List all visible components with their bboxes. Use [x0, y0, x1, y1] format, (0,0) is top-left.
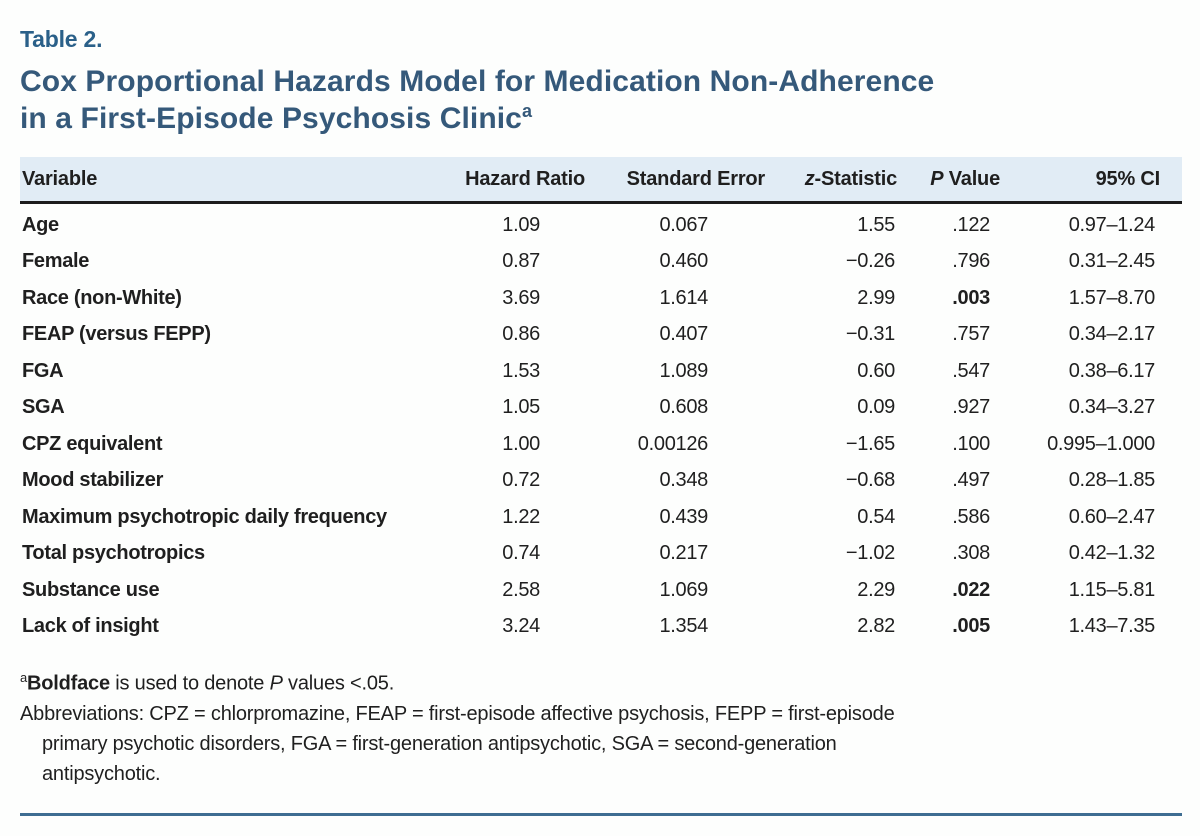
- cell-variable: Age: [22, 213, 59, 236]
- abbreviation-line: primary psychotic disorders, FGA = first-generation antipsychotic, SGA = second-generation: [42, 732, 837, 755]
- table-row: [20, 280, 1182, 317]
- cell-p_value: .022: [952, 578, 990, 601]
- column-header-variable: Variable: [22, 167, 98, 190]
- footnote-a-bold-word: Boldface: [27, 672, 110, 695]
- cell-standard_error: 0.460: [659, 250, 708, 273]
- bottom-rule: [20, 813, 1182, 816]
- footnote-abbreviations: [20, 699, 1182, 789]
- table-header-row: [20, 157, 1182, 204]
- table-row: [20, 317, 1182, 354]
- cell-hazard_ratio: 0.86: [502, 323, 540, 346]
- cell-p_value: .005: [952, 615, 990, 638]
- cell-hazard_ratio: 2.58: [502, 578, 540, 601]
- cell-variable: Female: [22, 250, 90, 273]
- cell-variable: SGA: [22, 396, 65, 419]
- cell-hazard_ratio: 1.09: [502, 213, 540, 236]
- cell-ci_95: 0.28–1.85: [1068, 469, 1155, 492]
- column-header-p_value: P Value: [930, 167, 1000, 190]
- cell-z_statistic: −0.31: [845, 323, 895, 346]
- cell-standard_error: 0.608: [659, 396, 708, 419]
- cell-hazard_ratio: 1.22: [502, 505, 540, 528]
- cell-ci_95: 0.97–1.24: [1068, 213, 1155, 236]
- abbreviation-line: Abbreviations: CPZ = chlorpromazine, FEAP = first-episode affective psychosis, FEPP = first-episode: [20, 702, 895, 725]
- cell-ci_95: 0.42–1.32: [1068, 542, 1155, 565]
- cell-hazard_ratio: 0.72: [502, 469, 540, 492]
- footnote-a-text-2: values <.05.: [282, 672, 395, 695]
- cell-variable: Lack of insight: [22, 615, 159, 638]
- cell-ci_95: 1.57–8.70: [1068, 286, 1155, 309]
- table-row: [20, 499, 1182, 536]
- cell-hazard_ratio: 1.00: [502, 432, 540, 455]
- cell-variable: FGA: [22, 359, 64, 382]
- title-line-1: Cox Proportional Hazards Model for Medication Non-Adherence: [20, 65, 935, 98]
- cell-ci_95: 1.15–5.81: [1068, 578, 1155, 601]
- cell-z_statistic: 0.60: [857, 359, 895, 382]
- cell-ci_95: 0.34–3.27: [1068, 396, 1155, 419]
- cell-hazard_ratio: 1.05: [502, 396, 540, 419]
- cell-z_statistic: 2.99: [857, 286, 895, 309]
- cell-standard_error: 1.614: [659, 286, 708, 309]
- column-header-standard_error: Standard Error: [626, 167, 765, 190]
- cell-variable: Mood stabilizer: [22, 469, 164, 492]
- cell-hazard_ratio: 0.87: [502, 250, 540, 273]
- table-number-label: Table 2.: [20, 26, 103, 52]
- cell-p_value: .100: [952, 432, 990, 455]
- cell-hazard_ratio: 1.53: [502, 359, 540, 382]
- cell-ci_95: 0.60–2.47: [1068, 505, 1155, 528]
- cell-variable: FEAP (versus FEPP): [22, 323, 211, 346]
- title-line-2: in a First-Episode Psychosis Clinic: [20, 102, 522, 135]
- table-row: [20, 207, 1182, 244]
- table-row: [20, 426, 1182, 463]
- footnote-a-italic-p: P: [269, 672, 283, 695]
- cell-p_value: .757: [952, 323, 990, 346]
- cell-ci_95: 0.34–2.17: [1068, 323, 1155, 346]
- column-header-z_statistic: z-Statistic: [804, 167, 897, 190]
- cell-p_value: .796: [952, 250, 990, 273]
- cell-standard_error: 0.348: [659, 469, 708, 492]
- cell-z_statistic: 2.29: [857, 578, 895, 601]
- table-row: [20, 463, 1182, 500]
- footnote-a-marker: a: [20, 670, 28, 685]
- table-body: [20, 204, 1182, 645]
- cell-p_value: .547: [952, 359, 990, 382]
- cell-z_statistic: −1.65: [845, 432, 895, 455]
- cell-ci_95: 0.995–1.000: [1047, 432, 1155, 455]
- cell-standard_error: 0.067: [659, 213, 708, 236]
- table-footnotes: [20, 663, 1182, 789]
- cell-p_value: .122: [952, 213, 990, 236]
- cell-ci_95: 1.43–7.35: [1068, 615, 1155, 638]
- cell-z_statistic: 0.09: [857, 396, 895, 419]
- table-row: [20, 353, 1182, 390]
- cell-variable: Total psychotropics: [22, 542, 205, 565]
- cell-z_statistic: 2.82: [857, 615, 895, 638]
- cell-ci_95: 0.38–6.17: [1068, 359, 1155, 382]
- cell-hazard_ratio: 3.24: [502, 615, 540, 638]
- column-header-ci_95: 95% CI: [1095, 167, 1160, 190]
- footnote-a-text-1: is used to denote: [109, 672, 270, 695]
- table-title: [20, 63, 1182, 137]
- cell-standard_error: 1.354: [659, 615, 708, 638]
- cell-p_value: .003: [952, 286, 990, 309]
- table-row: [20, 609, 1182, 646]
- table-row: [20, 390, 1182, 427]
- cox-model-table: [20, 157, 1182, 645]
- abbreviation-line: antipsychotic.: [42, 762, 161, 785]
- cell-variable: Maximum psychotropic daily frequency: [22, 505, 387, 528]
- cell-standard_error: 0.407: [659, 323, 708, 346]
- cell-standard_error: 0.439: [659, 505, 708, 528]
- cell-standard_error: 0.00126: [637, 432, 708, 455]
- cell-z_statistic: −1.02: [845, 542, 895, 565]
- cell-z_statistic: 1.55: [857, 213, 895, 236]
- cell-z_statistic: −0.68: [845, 469, 895, 492]
- cell-p_value: .927: [952, 396, 990, 419]
- cell-variable: Substance use: [22, 578, 160, 601]
- cell-variable: Race (non-White): [22, 286, 182, 309]
- table-row: [20, 572, 1182, 609]
- table-row: [20, 536, 1182, 573]
- cell-z_statistic: −0.26: [845, 250, 895, 273]
- cell-z_statistic: 0.54: [857, 505, 895, 528]
- footnote-boldface-note: [20, 663, 1182, 699]
- cell-variable: CPZ equivalent: [22, 432, 163, 455]
- cell-standard_error: 1.069: [659, 578, 708, 601]
- cell-p_value: .308: [952, 542, 990, 565]
- cell-ci_95: 0.31–2.45: [1068, 250, 1155, 273]
- cell-hazard_ratio: 0.74: [502, 542, 540, 565]
- cell-standard_error: 0.217: [659, 542, 708, 565]
- cell-p_value: .497: [952, 469, 990, 492]
- title-footnote-marker: a: [521, 101, 533, 121]
- cell-p_value: .586: [952, 505, 990, 528]
- column-header-hazard_ratio: Hazard Ratio: [465, 167, 585, 190]
- table-row: [20, 244, 1182, 281]
- cell-standard_error: 1.089: [659, 359, 708, 382]
- cell-hazard_ratio: 3.69: [502, 286, 540, 309]
